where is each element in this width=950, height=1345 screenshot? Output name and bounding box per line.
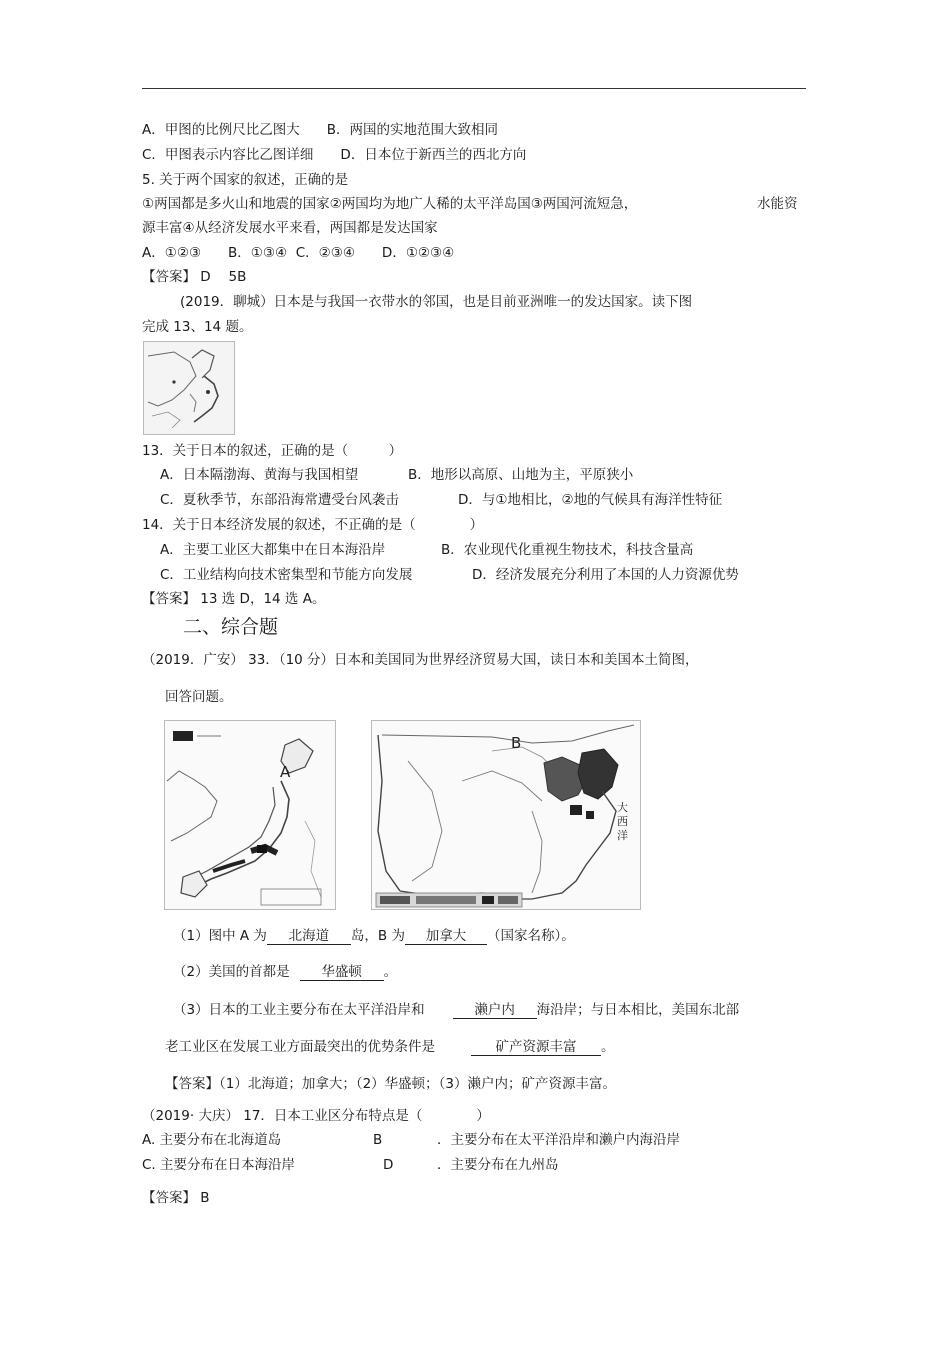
sub1-prefix: （1）图中 A 为 xyxy=(173,928,267,944)
sub3-line2 xyxy=(165,1038,615,1056)
q13-option-d: D．与①地相比，②地的气候具有海洋性特征 xyxy=(458,492,723,508)
sub2-suffix: 。 xyxy=(383,964,398,980)
q5-line2: 源丰富④从经济发展水平来看，两国都是发达国家 xyxy=(142,220,438,236)
q13-option-c: C．夏秋季节，东部沿海常遭受台风袭击 xyxy=(160,492,399,508)
daqing-option-d: ．主要分布在九州岛 xyxy=(437,1157,559,1173)
sub3-middle: 海沿岸；与日本相比，美国东北部 xyxy=(536,1002,740,1018)
q14-option-c: C．工业结构向技术密集型和节能方向发展 xyxy=(160,567,413,583)
answer-2: 【答案】 13 选 D，14 选 A。 xyxy=(142,591,326,607)
map-label-ocean: 大西洋 xyxy=(617,801,628,842)
sub1-middle: 岛，B 为 xyxy=(350,928,405,944)
sub2-line xyxy=(173,963,397,981)
sub1-suffix: （国家名称）。 xyxy=(486,928,575,944)
daqing-option-b-letter: B xyxy=(373,1132,383,1148)
japan-map xyxy=(164,720,336,910)
q13-stem: 13．关于日本的叙述，正确的是（ ） xyxy=(142,443,403,459)
sub3-prefix: （3）日本的工业主要分布在太平洋沿岸和 xyxy=(173,1002,425,1018)
daqing-option-b: ．主要分布在太平洋沿岸和濑户内海沿岸 xyxy=(437,1132,680,1148)
answer-4: 【答案】 B xyxy=(142,1190,210,1206)
q5-line1a: ①两国都是多火山和地震的国家②两国均为地广人稀的太平洋岛国③两国河流短急， xyxy=(142,196,638,212)
q4-options-ab: A．甲图的比例尺比乙图大 B．两国的实地范围大致相同 xyxy=(142,122,498,138)
liaocheng-line2: 完成 13、14 题。 xyxy=(142,319,253,335)
daqing-option-a: A. 主要分布在北海道岛 xyxy=(142,1132,282,1148)
liaocheng-line1: (2019．聊城）日本是与我国一衣带水的邻国，也是目前亚洲唯一的发达国家。读下图 xyxy=(180,294,693,310)
daqing-option-c: C. 主要分布在日本海沿岸 xyxy=(142,1157,296,1173)
guangan-line1: （2019．广安） 33．（10 分）日本和美国同为世界经济贸易大国，读日本和美国本土简图， xyxy=(142,652,699,668)
q5-stem: 5. 关于两个国家的叙述，正确的是 xyxy=(142,172,349,188)
answer-1: 【答案】 D 5B xyxy=(142,269,247,285)
sub2-answer: 华盛顿 xyxy=(300,964,384,981)
q13-option-b: B．地形以高原、山地为主，平原狭小 xyxy=(408,467,634,483)
q14-stem: 14．关于日本经济发展的叙述，不正确的是（ ） xyxy=(142,517,484,533)
sub3-answer-b: 矿产资源丰富 xyxy=(471,1039,601,1056)
daqing-stem: （2019· 大庆） 17．日本工业区分布特点是（ ） xyxy=(142,1108,490,1124)
east-asia-map-thumbnail xyxy=(143,341,235,435)
map-label-b: B xyxy=(511,734,522,752)
guangan-line2: 回答问题。 xyxy=(165,689,233,705)
q14-option-b: B．农业现代化重视生物技术，科技含量高 xyxy=(441,542,694,558)
sub3-answer-a: 濑户内 xyxy=(453,1002,537,1019)
sub1-line xyxy=(173,927,575,945)
daqing-option-d-letter: D xyxy=(383,1157,394,1173)
q13-option-a: A．日本隔渤海、黄海与我国相望 xyxy=(160,467,359,483)
sub2-prefix: （2）美国的首都是 xyxy=(173,964,290,980)
q4-options-cd: C．甲图表示内容比乙图详细 D．日本位于新西兰的西北方向 xyxy=(142,147,527,163)
sub1-answer-b: 加拿大 xyxy=(405,928,487,945)
section-heading: 二、综合题 xyxy=(183,616,279,638)
usa-map xyxy=(371,720,641,910)
answer-3: 【答案】（1）北海道；加拿大；（2）华盛顿；（3）濑户内；矿产资源丰富。 xyxy=(165,1076,617,1092)
q14-option-a: A．主要工业区大都集中在日本海沿岸 xyxy=(160,542,386,558)
header-rule xyxy=(142,88,806,89)
sub3-suffix: 。 xyxy=(601,1039,615,1055)
sub1-answer-a: 北海道 xyxy=(267,928,351,945)
q5-line1b: 水能资 xyxy=(757,196,798,212)
q14-option-d: D．经济发展充分利用了本国的人力资源优势 xyxy=(472,567,739,583)
sub3-line1 xyxy=(173,1001,739,1019)
q5-options: A．①②③ B．①③④ C．②③④ D．①②③④ xyxy=(142,245,455,261)
map-label-a: A xyxy=(280,763,291,781)
sub3-prefix2: 老工业区在发展工业方面最突出的优势条件是 xyxy=(165,1039,435,1055)
